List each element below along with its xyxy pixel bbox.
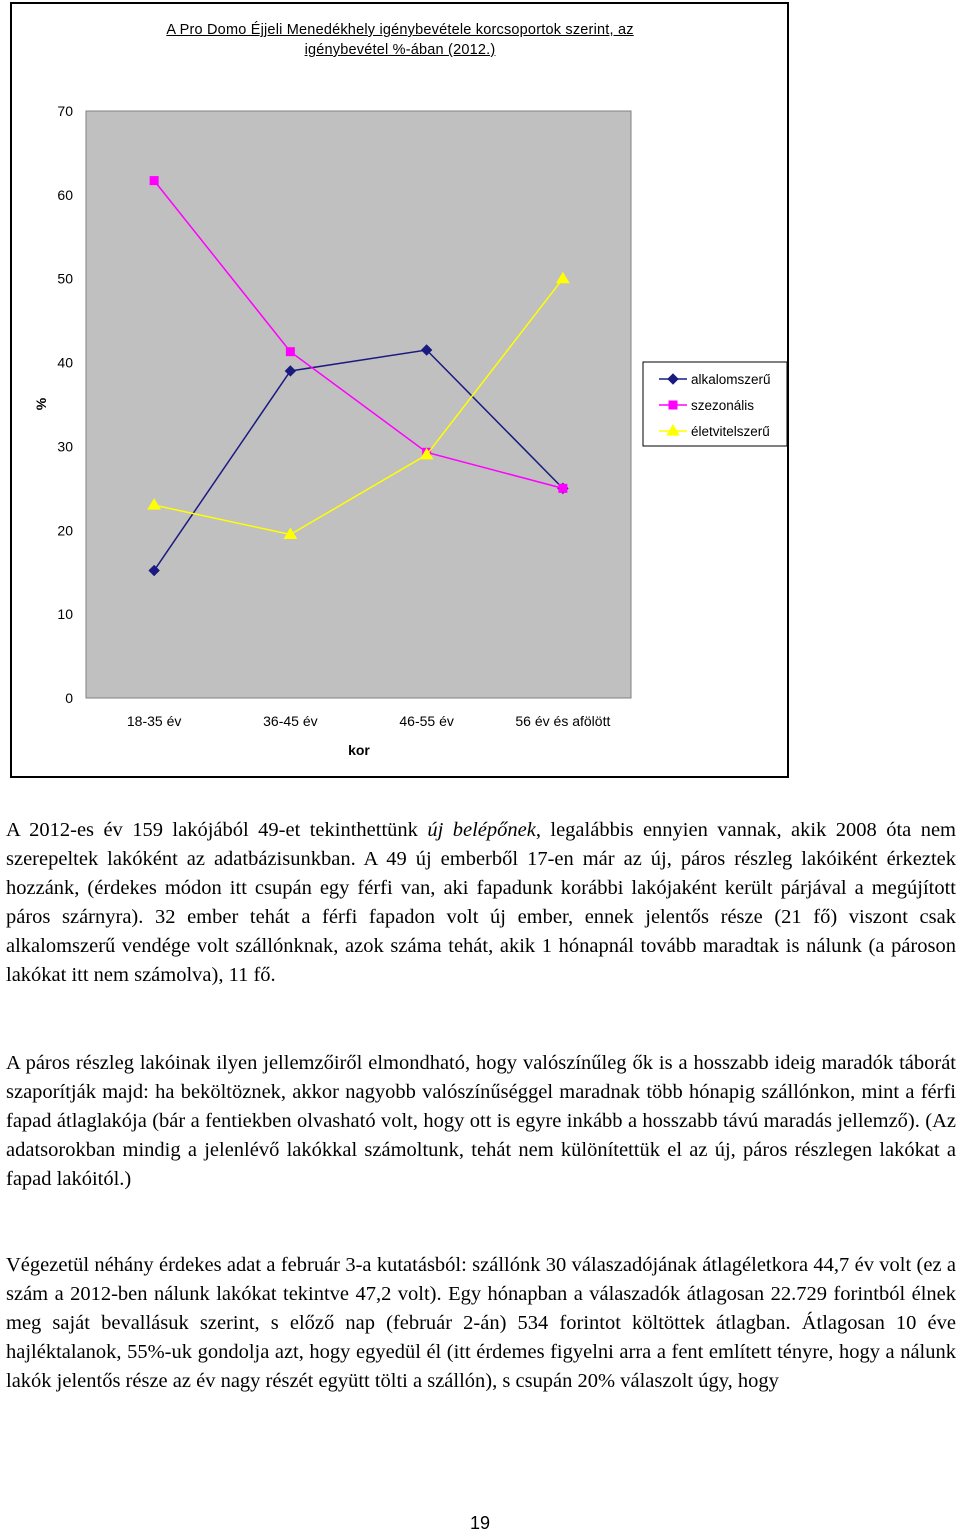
y-tick-label: 40 [57, 354, 73, 371]
plot-area [86, 111, 631, 698]
legend-entry: alkalomszerű [691, 372, 771, 387]
x-tick-label: 36-45 év [263, 713, 318, 729]
paragraph-1-emphasis: új belépőnek [427, 819, 536, 841]
chart-title-line1: A Pro Domo Éjjeli Menedékhely igénybevétele korcsoportok szerint, az [166, 22, 634, 38]
y-tick-label: 60 [57, 186, 73, 203]
legend-marker [669, 401, 677, 409]
chart-title-line2: igénybevétel %-ában (2012.) [304, 42, 496, 58]
page-number: 19 [469, 1513, 491, 1533]
paragraph-1-start: A 2012-es év 159 lakójából 49-et tekinthettünk [6, 819, 428, 841]
y-tick-label: 0 [65, 690, 73, 706]
x-tick-label: 46-55 év [399, 713, 454, 729]
x-tick-label: 56 év és afölött [515, 713, 611, 729]
x-tick-label: 18-35 év [126, 713, 182, 729]
paragraph-1-rest: , legalábbis ennyien vannak, akik 2008 óta nem szerepeltek lakóként az adatbázisunkban. A 49 új emberből 17-en már az új, páros részleg lakóiként érkeztek hozzánk, (érdekes módon itt csupán egy férfi van, aki fapadunk korábbi lakójaként került párjával a megújított páros szárnyra). 32 ember tehát a férfi fapadon volt új ember, ennek jelentős része (21 fő) viszont csak alkalomszerű vendége volt szállónknak, azok száma tehát, akik 1 hónapnál tovább maradtak is nálunk (a pároson lakókat itt nem számolva), 11 fő. [6, 819, 956, 986]
y-tick-label: 50 [57, 270, 73, 287]
data-point [286, 348, 294, 356]
body-text [6, 816, 956, 990]
body-text-2 [6, 1049, 956, 1194]
body-text-3 [6, 1251, 956, 1396]
legend-entry: szezonális [691, 398, 755, 413]
y-tick-label: 10 [57, 606, 73, 623]
data-point [150, 177, 158, 185]
y-tick-label: 30 [57, 438, 73, 455]
y-tick-label: 70 [57, 103, 73, 119]
paragraph-2: A páros részleg lakóinak ilyen jellemzőiről elmondható, hogy valószínűleg ők is a hosszabb ideig maradók táborát szaporítják majd: ha beköltöznek, akkor nagyobb valószínűséggel maradnak több hónapig szállónkon, mint a férfi fapad átlaglakója (bár a fentiekben olvasható volt, hogy ott is egyre inkább a hosszabb távú maradás jellemző). (Az adatsorokban mindig a jelenlévő lakókkal számoltunk, tehát nem különítettük el az új, páros részlegen lakókat a fapad lakóitól.) [6, 1052, 956, 1190]
x-axis-label: kor [348, 742, 370, 758]
data-point [559, 484, 567, 492]
y-tick-label: 20 [57, 522, 73, 539]
legend-entry: életvitelszerű [691, 424, 770, 439]
paragraph-3: Végezetül néhány érdekes adat a február 3-a kutatásból: szállónk 30 válaszadójának átlagéletkora 44,7 év volt (ez a szám a 2012-ben nálunk lakókat tekintve 47,2 volt). Egy hónapban a válaszadók átlagosan 22.729 forintból élnek meg saját bevallásuk szerint, s előző nap (február 2-án) 534 forintot költöttek átlagban. Átlagosan 10 éve hajléktalanok, 55%-uk gondolja azt, hogy egyedül él (itt érdemes figyelni arra a fent említett tényre, hogy a nálunk lakók jelentős része az év nagy részét együtt tölti a szállón), s csupán 20% válaszolt úgy, hogy [6, 1254, 956, 1392]
paragraph-1 [6, 816, 956, 990]
y-axis-label: % [33, 397, 49, 411]
